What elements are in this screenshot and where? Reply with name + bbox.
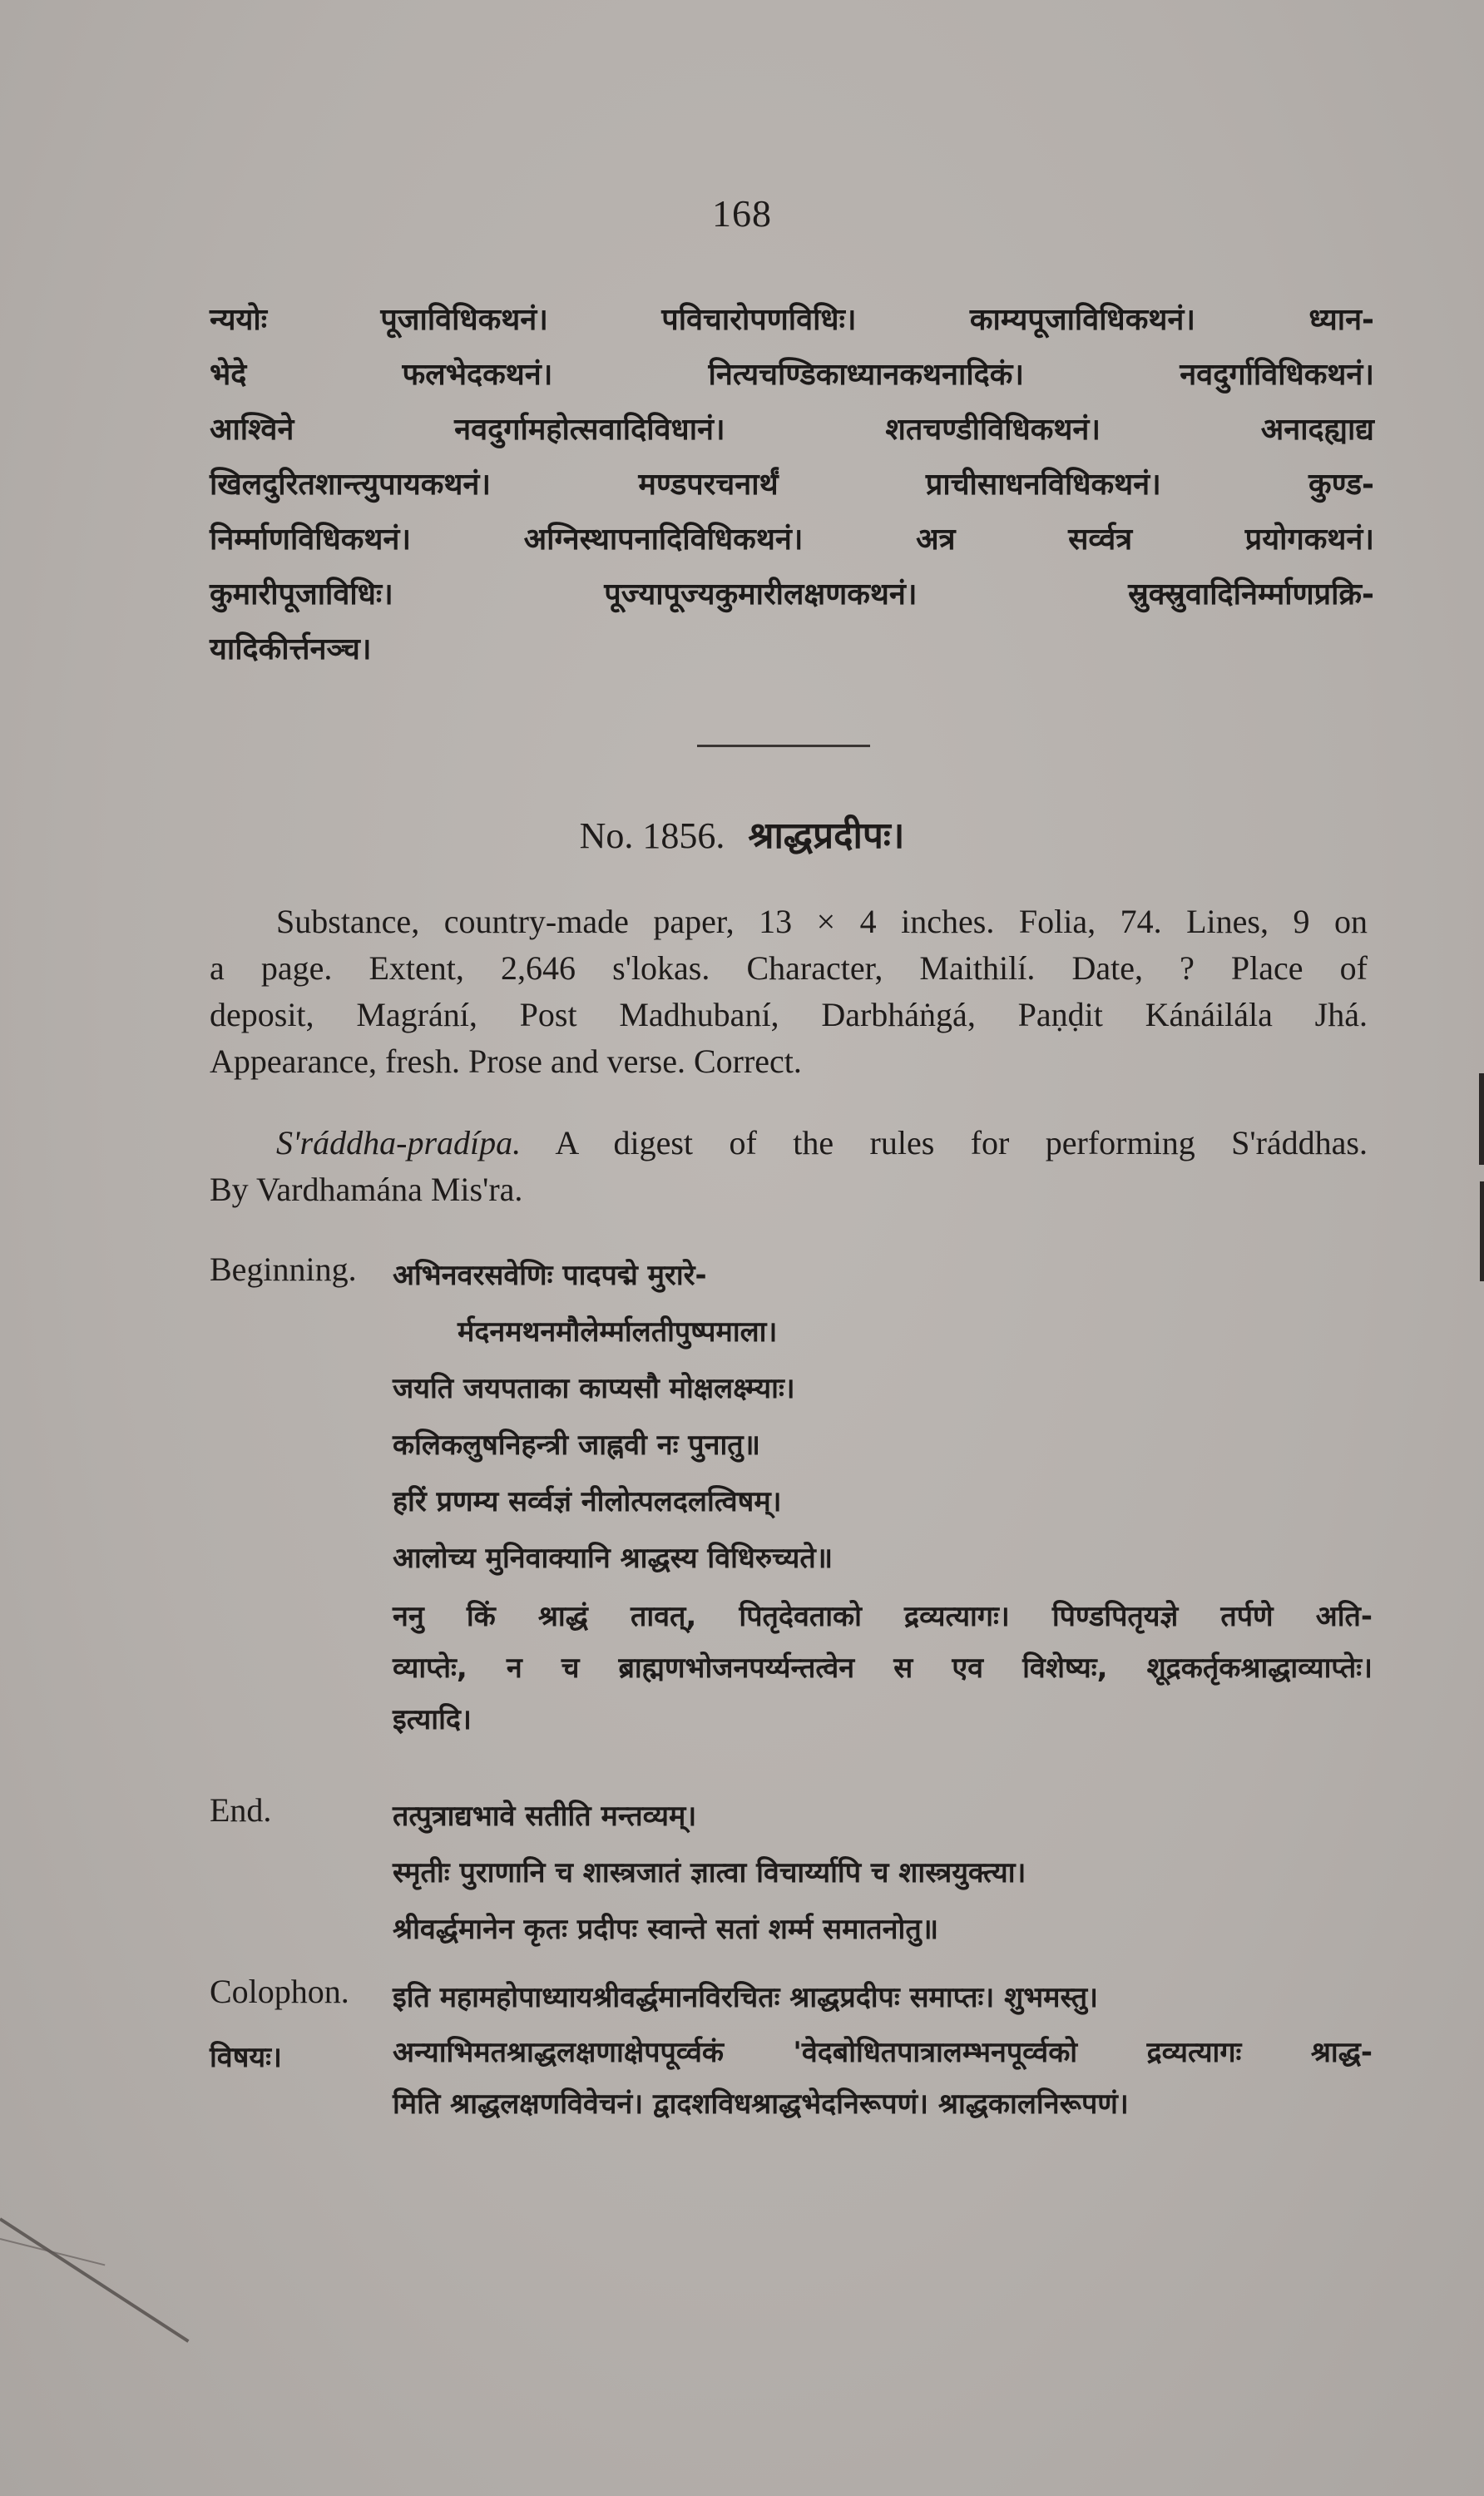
beginning-verse-line: आलोच्य मुनिवाक्यानि श्राद्धस्य विधिरुच्यते॥: [393, 1542, 834, 1575]
colophon-text: इति महामहोपाध्यायश्रीवर्द्धमानविरचितः श्राद्धप्रदीपः समाप्तः। शुभमस्तु।: [393, 1981, 1098, 2014]
top-paragraph: [210, 293, 1374, 677]
beginning-verse-line: र्मदनमथनमौलेर्म्मालतीपुष्पमाला।: [458, 1315, 778, 1349]
section-divider: [697, 745, 870, 747]
beginning-first-line: अभिनवरसवेणिः पादपद्मे मुरारे-: [393, 1259, 707, 1292]
vishaya-line: अन्याभिमतश्राद्धलक्षणाक्षेपपूर्व्वकं 'वेदबोधितपात्रालम्भनपूर्व्वको द्रव्यत्यागः श्राद्ध-: [393, 2036, 1373, 2069]
beginning-prose: [393, 1591, 1373, 1746]
description-line: deposit, Magrání, Post Madhubaní, Darbháṅgá, Paṇḍit Kánáilála Jhá.: [210, 996, 1368, 1033]
vishaya-text: [393, 2027, 1373, 2130]
colophon-label: Colophon.: [210, 1973, 349, 2010]
end-line: तत्पुत्राद्यभावे सतीति मन्तव्यम्।: [393, 1800, 697, 1833]
entry-heading: [0, 809, 1484, 859]
beginning-prose-line: इत्यादि।: [393, 1703, 472, 1736]
beginning-verse-line: कलिकलुषनिहन्त्री जाह्नवी नः पुनातु॥: [393, 1429, 761, 1462]
summary-author: By Vardhamána Mis'ra.: [210, 1171, 523, 1208]
description-line: a page. Extent, 2,646 s'lokas. Character, Maithilí. Date, ? Place of: [210, 949, 1368, 987]
top-paragraph-line: आश्विने नवदुर्गामहोत्सवादिविधानं। शतचण्डीविधिकथनं। अनादह्याद्य: [210, 413, 1374, 447]
summary-line: [210, 1120, 1368, 1166]
description-line: Substance, country-made paper, 13 × 4 inches. Folia, 74. Lines, 9 on: [276, 903, 1368, 940]
vishaya-line: मिति श्राद्धलक्षणविवेचनं। द्वादशविधश्राद्धभेदनिरूपणं। श्राद्धकालनिरूपणं।: [393, 2087, 1129, 2121]
scratch-mark: [0, 2217, 190, 2342]
top-paragraph-line: यादिकीर्त्तनञ्च।: [210, 632, 372, 666]
page-number: 168: [712, 192, 772, 235]
end-label: End.: [210, 1791, 272, 1829]
scratch-mark: [0, 2238, 105, 2266]
beginning-prose-line: ननु किं श्राद्धं तावत्, पितृदेवताको द्रव्यत्यागः। पिण्डपितृयज्ञे तर्पणे अति-: [393, 1600, 1373, 1633]
page-edge-mark: [1479, 1073, 1484, 1165]
page-edge-mark: [1480, 1181, 1484, 1281]
beginning-prose-line: व्याप्तेः, न च ब्राह्मणभोजनपर्य्यन्तत्वेन स एव विशेष्यः, शूद्रकर्तृकश्राद्धाव्याप्तेः।: [393, 1652, 1373, 1685]
entry-number: No. 1856.: [579, 815, 725, 856]
beginning-verse-line: हरिं प्रणम्य सर्व्वज्ञं नीलोत्पलदलत्विषम्।: [393, 1485, 782, 1518]
summary-text: A digest of the rules for performing S'ráddhas.: [521, 1124, 1368, 1161]
top-paragraph-line: भेदे फलभेदकथनं। नित्यचण्डिकाध्यानकथनादिकं। नवदुर्गाविधिकथनं।: [210, 358, 1374, 392]
end-line: स्मृतीः पुराणानि च शास्त्रजातं ज्ञात्वा विचार्य्यापि च शास्त्रयुक्त्या।: [393, 1856, 1026, 1889]
end-line: श्रीवर्द्धमानेन कृतः प्रदीपः स्वान्ते सतां शर्म्म समातनोतु॥: [393, 1913, 939, 1946]
vishaya-label: विषयः।: [210, 2041, 282, 2074]
top-paragraph-line: न्ययोः पूजाविधिकथनं। पविचारोपणविधिः। काम्यपूजाविधिकथनं। ध्यान-: [210, 303, 1374, 337]
entry-summary: [210, 1120, 1368, 1213]
description-line: Appearance, fresh. Prose and verse. Correct.: [210, 1042, 802, 1080]
summary-title: S'ráddha-pradípa.: [276, 1124, 522, 1161]
top-paragraph-line: कुमारीपूजाविधिः। पूज्यापूज्यकुमारीलक्षणकथनं। स्रुक्स्रुवादिनिर्म्माणप्रक्रि-: [210, 577, 1374, 612]
top-paragraph-line: निर्म्माणविधिकथनं। अग्निस्थापनादिविधिकथनं। अत्र सर्व्वत्र प्रयोगकथनं।: [210, 522, 1374, 557]
entry-description: [210, 899, 1368, 1085]
beginning-verse-line: जयति जयपताका काप्यसौ मोक्षलक्ष्म्याः।: [393, 1372, 795, 1405]
beginning-label: Beginning.: [210, 1250, 357, 1288]
top-paragraph-line: खिलदुरितशान्त्युपायकथनं। मण्डपरचनार्थं प्राचीसाधनविधिकथनं। कुण्ड-: [210, 468, 1374, 502]
entry-title-sanskrit: श्राद्धप्रदीपः।: [748, 815, 905, 857]
